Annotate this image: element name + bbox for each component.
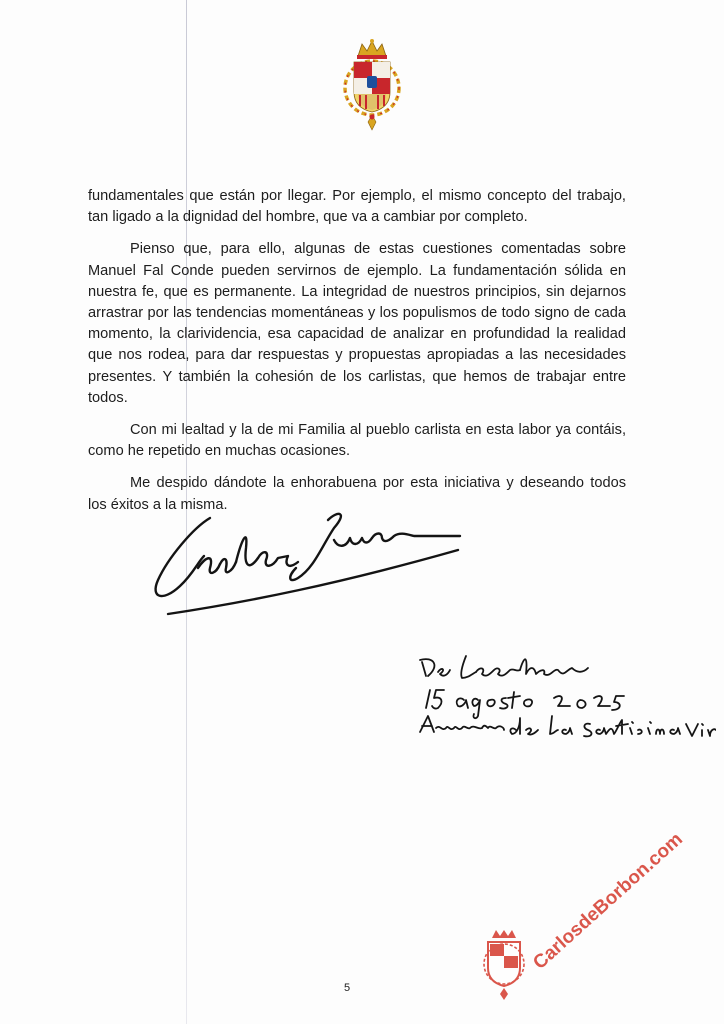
watermark-crest-icon — [484, 930, 524, 1000]
paragraph: Pienso que, para ello, algunas de estas cuestiones comentadas sobre Manuel Fal Conde pueden servirnos de ejemplo. La fundamentación sólida en nuestra fe, que es permanente. La integridad de nuestros principios, sin dejarnos arrastrar por las tendencias momentáneas y los populismos de todo signo de cada momento, la clarividencia, esa capacidad de analizar en profundidad la realidad que nos rodea, para dar respuestas y propuestas apropiadas a las necesidades presentes. Y también la cohesión de los carlistas, que hemos de trabajar entre todos. — [88, 241, 626, 406]
watermark — [470, 820, 690, 1000]
letter-body — [88, 186, 626, 527]
paragraph: Me despido dándote la enhorabuena por esta iniciativa y deseando todos los éxitos a la misma. — [88, 475, 626, 513]
handwritten-signature — [138, 498, 468, 622]
royal-crest-icon — [336, 36, 408, 132]
page-number: 5 — [343, 982, 351, 994]
paragraph: fundamentales que están por llegar. Por ejemplo, el mismo concepto del trabajo, tan ligado a la dignidad del hombre, que va a cambiar por completo. — [88, 188, 626, 226]
svg-text:CarlosdeBorbon.com: CarlosdeBorbon.com — [529, 828, 687, 974]
handwritten-place-date — [416, 650, 716, 745]
paragraph: Con mi lealtad y la de mi Familia al pueblo carlista en esta labor ya contáis, como he repetido en muchas ocasiones. — [88, 422, 626, 460]
